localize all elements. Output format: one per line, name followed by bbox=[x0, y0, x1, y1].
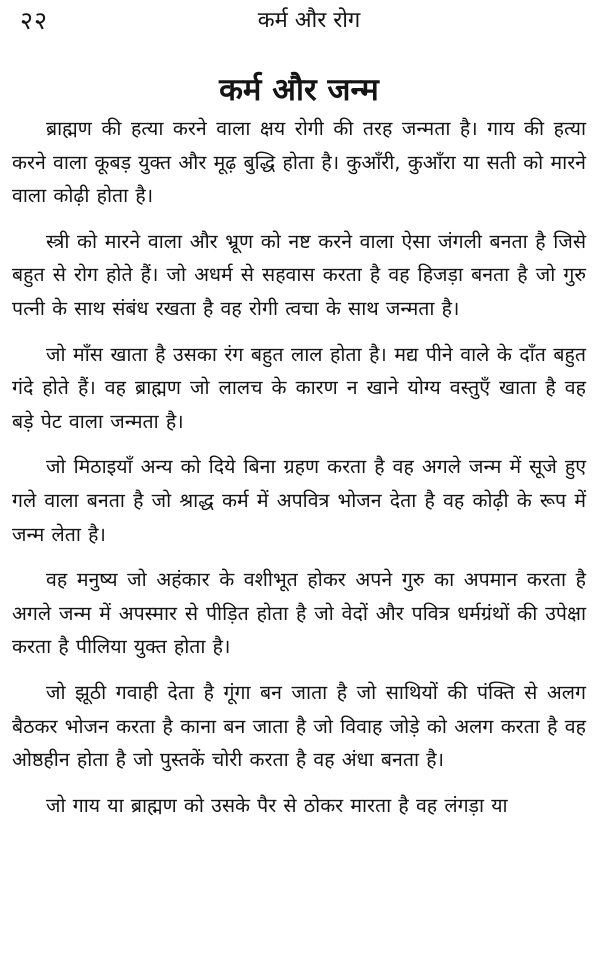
paragraph: स्त्री को मारने वाला और भ्रूण को नष्ट करने वाला ऐसा जंगली बनता है जिसे बहुत से रोग होते हैं। जो अधर्म से सहवास करता है वह हिजड़ा बनता है जो गुरु पत्नी के साथ संबंध रखता है वह रोगी त्वचा के साथ जन्मता है। bbox=[12, 229, 586, 320]
page-number: २२ bbox=[20, 6, 49, 35]
running-header bbox=[12, 0, 586, 48]
paragraph: जो मिठाइयाँ अन्य को दिये बिना ग्रहण करता है वह अगले जन्म में सूजे हुए गले वाला बनता है जो श्राद्ध कर्म में अपवित्र भोजन देता है वह कोढ़ी के रूप में जन्म लेता है। bbox=[12, 455, 586, 546]
paragraph: जो माँस खाता है उसका रंग बहुत लाल होता है। मद्य पीने वाले के दाँत बहुत गंदे होते हैं। वह ब्राह्मण जो लालच के कारण न खाने योग्य वस्तुएँ खाता है वह बड़े पेट वाला जन्मता है। bbox=[12, 342, 586, 433]
chapter-title: कर्म और जन्म bbox=[219, 72, 379, 108]
paragraph: जो गाय या ब्राह्मण को उसके पैर से ठोकर मारता है वह लंगड़ा या bbox=[46, 793, 508, 817]
paragraph: वह मनुष्य जो अहंकार के वशीभूत होकर अपने गुरु का अपमान करता है अगले जन्म में अपस्मार से पीड़ित होता है जो वेदों और पवित्र धर्मग्रंथों की उपेक्षा करता है पीलिया युक्त होता है। bbox=[12, 568, 586, 659]
paragraph: जो झूठी गवाही देता है गूंगा बन जाता है जो साथियों की पंक्ति से अलग बैठकर भोजन करता है काना बन जाता है जो विवाह जोड़े को अलग करता है वह ओष्ठहीन होता है जो पुस्तकें चोरी करता है वह अंधा बनता है। bbox=[12, 680, 586, 772]
body-text bbox=[12, 112, 586, 822]
paragraph: ब्राह्मण की हत्या करने वाला क्षय रोगी की तरह जन्मता है। गाय की हत्या करने वाला कूबड़ युक्त और मूढ़ बुद्धि होता है। कुआँरी, कुआँरा या सती को मारने वाला कोढ़ी होता है। bbox=[12, 117, 586, 208]
running-title: कर्म और रोग bbox=[257, 8, 361, 33]
